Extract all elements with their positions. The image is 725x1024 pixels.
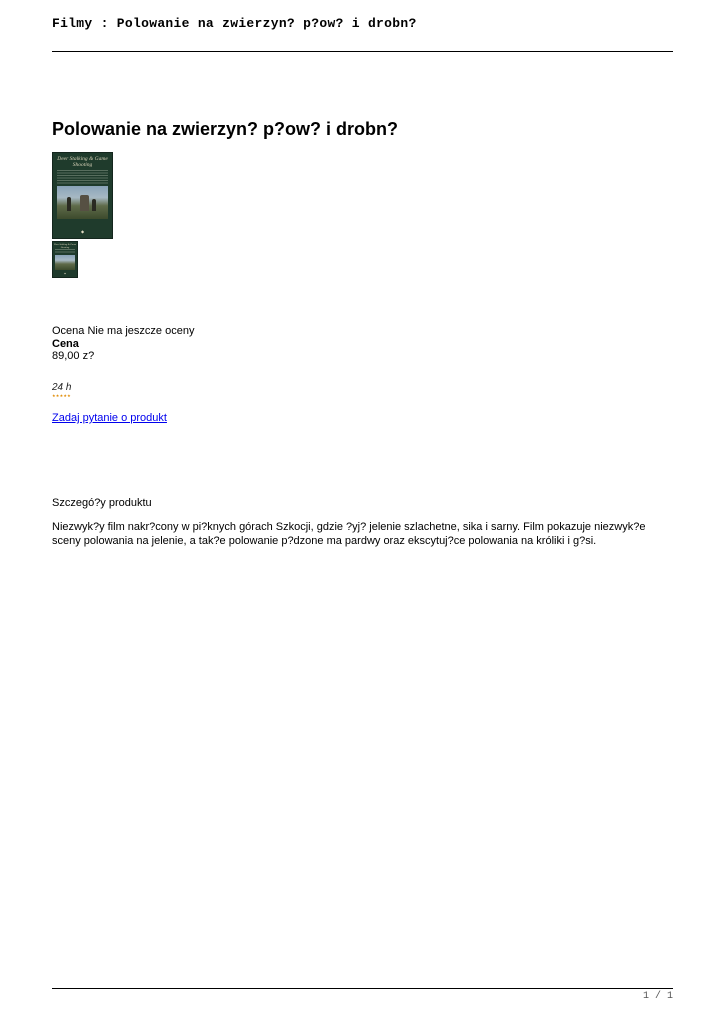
price-label: Cena	[52, 338, 79, 350]
document-header-title: Filmy : Polowanie na zwierzyn? p?ow? i drobn?	[52, 16, 417, 31]
cover-hunter-figure	[92, 199, 96, 211]
thumbnail-blurb-lines	[55, 249, 75, 254]
thumbnail-title-text: Deer Stalking & Game Shooting	[54, 243, 76, 249]
product-title: Polowanie na zwierzyn? p?ow? i drobn?	[52, 119, 399, 139]
page-number: 1 / 1	[642, 991, 673, 1002]
product-description: Niezwyk?y film nakr?cony w pi?knych górach Szkocji, gdzie ?yj? jelenie szlachetne, sika i sarny. Film pokazuje niezwyk?e sceny polowania na jelenie, a tak?e polowanie p?dzone ma pardwy oraz ekscytuj?ce polowania na króliki i g?si.	[52, 521, 646, 547]
price-value: 89,00 z?	[52, 350, 95, 362]
delivery-stars-icon: ★★★★★	[52, 393, 71, 398]
delivery-badge-text: 24 h	[52, 382, 72, 393]
product-cover-image[interactable]	[52, 152, 113, 239]
product-thumbnail-image[interactable]	[52, 241, 78, 278]
cover-pony-figure	[80, 195, 89, 211]
header-divider	[52, 51, 673, 52]
ask-question-link[interactable]: Zadaj pytanie o produkt	[52, 412, 167, 424]
product-details-heading: Szczegó?y produktu	[52, 497, 152, 509]
cover-blurb-lines	[57, 170, 108, 184]
cover-title-text: Deer Stalking & Game Shooting	[57, 156, 108, 168]
thumbnail-publisher-mark: ◆	[64, 273, 66, 275]
product-rating: Ocena Nie ma jeszcze oceny	[52, 325, 195, 337]
cover-hunter-figure	[67, 197, 71, 211]
thumbnail-photo	[55, 255, 75, 270]
delivery-24h-icon	[52, 383, 78, 399]
footer-divider	[52, 988, 673, 989]
cover-publisher-mark: ◆	[80, 229, 85, 234]
